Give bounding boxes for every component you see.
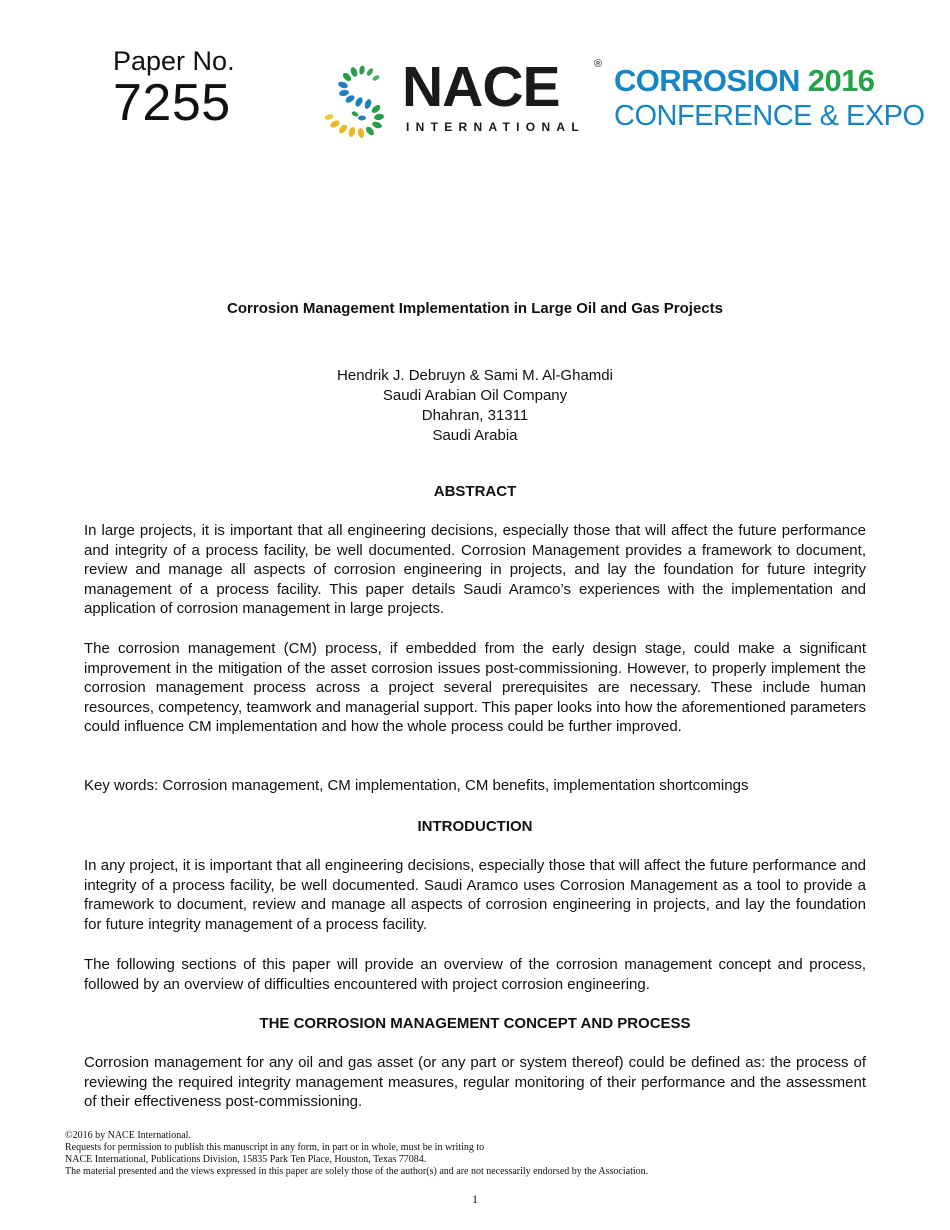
- registered-mark: ®: [594, 58, 603, 70]
- nace-subtitle: INTERNATIONAL: [406, 120, 586, 134]
- abstract-heading: ABSTRACT: [433, 483, 517, 500]
- author-city: Dhahran, 31311: [421, 407, 529, 424]
- copyright-footer: [65, 1130, 648, 1178]
- abstract-paragraph-2: The corrosion management (CM) process, if embedded from the early design stage, could make a significant improvement in the mitigation of the asset corrosion issues post-commissioning. However, to properly implement the corrosion management process across a project several prerequisites are necessary. These include human resources, competency, teamwork and managerial support. This paper looks into how the aforementioned parameters could influence CM implementation and how the whole process could be further improved.: [84, 640, 866, 735]
- nace-wordmark: NACE: [402, 55, 560, 119]
- author-block: [0, 366, 950, 446]
- introduction-paragraph-1: In any project, it is important that all engineering decisions, especially those that will affect the future performance and integrity of a process facility, be well documented. Saudi Aramco uses Corrosion Management as a tool to provide a framework to document, review and manage all aspects of corrosion engineering in projects, and lay the foundation for future integrity management of a process facility.: [84, 857, 866, 933]
- author-country: Saudi Arabia: [432, 427, 518, 444]
- nace-swirl-icon: [322, 62, 400, 140]
- footer-line: The material presented and the views expressed in this paper are solely those of the author(s) and are not necessarily endorsed by the Association.: [65, 1166, 649, 1177]
- introduction-heading: INTRODUCTION: [417, 818, 533, 835]
- footer-line: NACE International, Publications Division, 15835 Park Ten Place, Houston, Texas 77084.: [65, 1154, 427, 1165]
- conference-year: 2016: [807, 63, 875, 98]
- conference-logo: [614, 63, 925, 133]
- concept-paragraph-1: Corrosion management for any oil and gas asset (or any part or system thereof) could be defined as: the process of reviewing the required integrity management measures, regular monitoring of their performance and the assessment of their effectiveness post-commissioning.: [84, 1054, 866, 1110]
- introduction-paragraph-2: The following sections of this paper will provide an overview of the corrosion management concept and process, followed by an overview of difficulties encountered with project corrosion engineering.: [84, 956, 866, 993]
- conference-name: CORROSION: [614, 63, 800, 98]
- conference-title: [614, 63, 914, 99]
- paper-label: Paper No.: [113, 46, 235, 76]
- concept-heading: THE CORROSION MANAGEMENT CONCEPT AND PROCESS: [259, 1015, 691, 1032]
- keywords: Key words: Corrosion management, CM implementation, CM benefits, implementation shortcomings: [84, 777, 749, 794]
- nace-logo: [322, 55, 607, 140]
- paper-number: 7255: [113, 74, 231, 132]
- footer-line: Requests for permission to publish this manuscript in any form, in part or in whole, must be in writing to: [65, 1142, 485, 1153]
- abstract-paragraph-1: In large projects, it is important that all engineering decisions, especially those that will affect the future performance and integrity of a process facility, be well documented. Corrosion Management provides a framework to document, review and manage all aspects of corrosion engineering in projects, and lay the foundation for future integrity management of a process facility. This paper details Saudi Aramco’s experiences with the implementation and application of corrosion management in large projects.: [84, 522, 866, 617]
- footer-line: ©2016 by NACE International.: [65, 1130, 191, 1141]
- paper-number-block: [113, 46, 235, 130]
- author-organization: Saudi Arabian Oil Company: [382, 387, 568, 404]
- paper-title: Corrosion Management Implementation in Large Oil and Gas Projects: [227, 300, 723, 317]
- page-number: 1: [472, 1192, 478, 1206]
- author-names: Hendrik J. Debruyn & Sami M. Al-Ghamdi: [337, 367, 613, 384]
- conference-subtitle: CONFERENCE & EXPO: [614, 100, 925, 132]
